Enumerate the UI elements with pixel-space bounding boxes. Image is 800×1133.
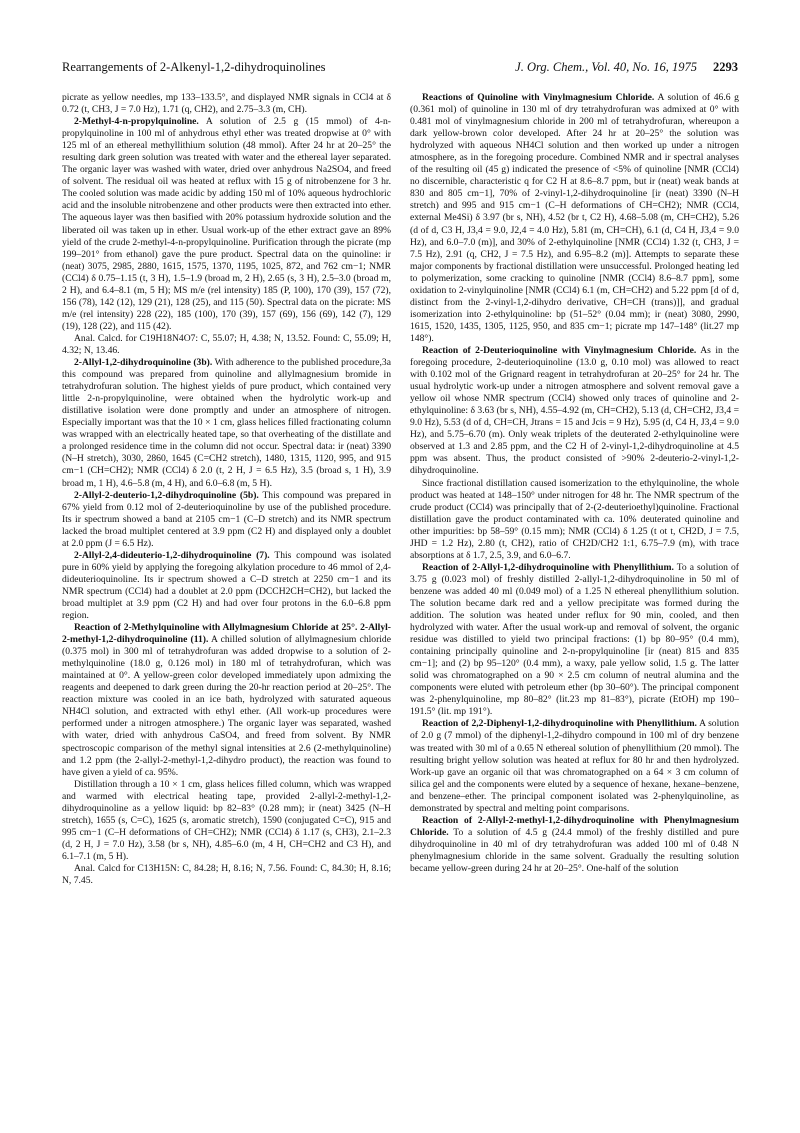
- paragraph-text: A solution of 2.0 g (7 mmol) of the diphenyl-1,2-dihydro compound in 100 ml of dry benzene was treated with 30 ml of a 0.65 N ethereal solution of phenyllithium (20 mmol). The resulting bright yellow solution was heated at reflux for 80 hr and then hydrolyzed. Work-up gave an organic oil that was chromatographed on a 64 × 3 cm column of silica gel and the components were eluted by a sequence of hexane, hexane–benzene, and benzene–ether. The principal component isolated was 2-phenylquinoline, as demonstrated by spectral and melting point comparisons.: [410, 718, 739, 814]
- paragraph-text: A solution of 2.5 g (15 mmol) of 4-n-propylquinoline in 100 ml of anhydrous ethyl ether was treated dropwise at 0° with 125 ml of an ethereal methyllithium solution (48 mmol). After 24 hr at 20–25° the resulting dark green solution was treated with water and the ethereal layer separated. The organic layer was washed with water, dried over anhydrous Na2SO4, and freed of solvent. The residual oil was heated at reflux with 15 g of nitrobenzene for 3 hr. The cooled solution was made acidic by adding 150 ml of 10% aqueous hydrochloric acid and the insoluble nitrobenzene and other products were then extracted into ether. The aqueous layer was then basified with 20% potassium hydroxide solution and the liberated oil was taken up in ether. Usual work-up of the ether extract gave an 89% yield of the crude 2-methyl-4-n-propylquinoline. Purification through the picrate (mp 199–201° from ethanol) gave the pure product. Spectral data on the quinoline: ir (neat) 3075, 2985, 2880, 1615, 1575, 1370, 1195, 1025, 872, and 762 cm−1; NMR (CCl4) δ 0.75–1.15 (t, 3 H), 1.5–1.9 (broad m, 2 H), 2.65 (s, 3 H), 2.5–3.0 (broad m, 2 H), and 6.4–8.1 (m, 5 H); MS m/e (rel intensity) 185 (P, 100), 170 (39), 157 (72), 156 (78), 142 (12), 129 (21), 128 (25), and 115 (50). Spectral data on the picrate: MS m/e (rel intensity) 228 (22), 185 (100), 170 (39), 157 (69), 156 (69), 142 (7), 129 (19), 128 (22), and 115 (42).: [62, 116, 391, 332]
- paragraph-text: Since fractional distillation caused isomerization to the ethylquinoline, the whole product was heated at 148–150° under nitrogen for 48 hr. The NMR spectrum of the crude product (CCl4) was principally that of 2-(2-deuterioethyl)quinoline. Fractional distillation gave the product contaminated with ca. 10% deuterated quinoline and other impurities: bp 58–59° (0.15 mm); NMR (CCl4) δ 1.25 (t ot t, CH2D, J = 7.5, JHD = 1.2 Hz), 2.80 (t, CH2), ratio of CH2D/CH2 1:1, 6.75–7.9 (m), with trace absorptions at δ 1.7, 2.5, 3.9, and 6.0–6.7.: [410, 477, 739, 561]
- paragraph-text: With adherence to the published procedure,3a this compound was prepared from quinoline and allylmagnesium bromide in tetrahydrofuran solution. The highest yields of pure product, which contained very little 2-n-propylquinoline, were obtained when the hydrolytic work-up and distillative isolation were done promptly and under an atmosphere of nitrogen. Especially important was that the 10 × 1 cm, glass helices filled fractionating column was wrapped with an electrically heated tape, so that overheating of the distillate and a prolonged residence time in the column did not occur. Spectral data: ir (neat) 3390 (N–H stretch), 3030, 2860, 1645 (C=CH2 stretch), 1480, 1315, 1120, 995, and 915 cm−1 (CH=CH2); NMR (CCl4) δ 2.0 (t, 2 H, J = 6.5 Hz), 3.5 (broad s, 1 H), 3.9 broad m, 1 H), 4.6–5.8 (m, 4 H), and 6.0–6.8 (m, 5 H).: [62, 357, 391, 489]
- paragraph: [62, 357, 391, 490]
- paragraph-heading: 2-Allyl-2-deuterio-1,2-dihydroquinoline (5b).: [74, 489, 259, 501]
- journal-citation: J. Org. Chem., Vol. 40, No. 16, 1975: [515, 60, 697, 74]
- paragraph-text: This compound was prepared in 67% yield from 0.12 mol of 2-deuterioquinoline by use of the published procedure. Its ir spectrum showed a band at 2105 cm−1 (C–D stretch) and its NMR spectrum lacked the broad multiplet centered at 3.9 ppm (C2 H) and displayed only a doublet at 2.0 ppm (J = 6.5 Hz).: [62, 489, 391, 549]
- right-column: [410, 92, 739, 1112]
- page-header: [62, 60, 738, 80]
- paragraph: [62, 622, 391, 779]
- paragraph: [410, 478, 739, 562]
- paragraph-text: A solution of 46.6 g (0.361 mol) of quinoline in 130 ml of dry tetrahydrofuran was admixed at 0° with 0.481 mol of vinylmagnesium chloride in 200 ml of tetrahydrofuran, whereupon a dark yellow-brown color developed. After 24 hr at 20–25° the solution was hydrolyzed with aqueous NH4Cl solution and then worked up under a nitrogen atmosphere, as in the foregoing procedure. Combined NMR and ir spectral analyses of the resulting oil (45 g) indicated the presence of <5% of quinoline [NMR (CCl4) no discernible, characteristic q for C2 H at 8.6–8.7 ppm, but ir (neat) weak bands at 830 and 805 cm−1], 70% of 2-vinyl-1,2-dihydroquinoline [ir (neat) 3390 (N–H stretch) and 995 and 915 cm−1 (C–H deformations of CH=CH2); NMR (CCl4, external Me4Si) δ 3.97 (br s, NH), 4.52 (br t, C2 H), 4.68–5.08 (m, CH=CH2), 5.26 (d of d, C3 H, J3,4 = 9.0, J2,4 = 4.0 Hz), 5.81 (m, CH=CH), 6.1 (d, C4 H, J3,4 = 9.0 Hz), and 6.0–7.0 (m)], and 30% of 2-ethylquinoline [NMR (CCl4) 1.32 (t, CH3, J = 7.5 Hz), 2.91 (q, CH2, J = 7.5 Hz), and 6.95–8.2 (m)]. Attempts to separate these major components by fractional distillation were unsuccessful. Prolonged heating led to polymerization, some cracking to quinoline [NMR (CCl4) 8.6–8.7 ppm], some oxidation to 2-vinylquinoline [NMR (CCl4) 6.1 (m, CH=CH2) and 5.22 ppm [d of d, distinct from the 2-vinyl-1,2-dihydro derivative, CH=CH (trans)]], and gradual isomerization into 2-ethylquinoline: bp (51–52° (0.04 mm); ir (neat) 3080, 2990, 1615, 1520, 1435, 1305, 1125, 950, and 835 cm−1; picrate mp 147–148° (lit.27 mp 148°).: [410, 92, 739, 344]
- paragraph-text: To a solution of 3.75 g (0.023 mol) of freshly distilled 2-allyl-1,2-dihydroquinoline in 50 ml of benzene was added 40 ml (0.049 mol) of a 1.25 N ethereal phenyllithium solution. The solution became dark red and a yellow precipitate was formed during the addition. The solution was heated under reflux for 90 min, cooled, and then hydrolyzed with water. After the usual work-up and removal of solvent, the organic residue was distilled to yield two principal fractions: (1) bp 80–95° (0.4 mm), containing principally quinoline and 2-n-propylquinoline [ir (neat) 815 and 835 cm−1]; and (2) bp 95–120° (0.4 mm), a waxy, pale yellow solid, 1.5 g. The latter solid was chromatographed on a 90 × 2.5 cm column of neutral alumina and the components were eluted with petroleum ether (bp 30–60°). The principal component was 2-phenylquinoline, mp 80–82° (lit.23 mp 81–83°), picrate (EtOH) mp 190–191.5° (lit. mp 191°).: [410, 561, 739, 718]
- paragraph: [410, 345, 739, 478]
- paragraph-heading: 2-Allyl-2,4-dideuterio-1,2-dihydroquinoline (7).: [74, 549, 270, 561]
- journal-citation-block: [515, 60, 738, 75]
- paragraph-heading: Reaction of 2-Allyl-1,2-dihydroquinoline with Phenyllithium.: [422, 561, 674, 573]
- paragraph: [62, 490, 391, 550]
- paragraph-text: picrate as yellow needles, mp 133–133.5°, and displayed NMR signals in CCl4 at δ 0.72 (t, CH3, J = 7.0 Hz), 1.71 (q, CH2), and 2.75–3.3 (m, CH).: [62, 92, 391, 116]
- left-column: [62, 92, 391, 1112]
- paragraph-heading: Reactions of Quinoline with Vinylmagnesium Chloride.: [422, 92, 655, 103]
- paragraph: [410, 562, 739, 719]
- paragraph-heading: Reaction of 2-Allyl-2-methyl-1,2-dihydroquinoline with Phenylmagnesium Chloride.: [410, 814, 739, 838]
- paragraph-heading: Reaction of 2-Methylquinoline with Allylmagnesium Chloride at 25°. 2-Allyl-2-methyl-1,2-dihydroquinoline (11).: [62, 622, 391, 646]
- paragraph-text: To a solution of 4.5 g (24.4 mmol) of the freshly distilled and pure dihydroquinoline in 40 ml of dry tetrahydrofuran was added 100 ml of 0.48 N phenylmagnesium chloride in the same solvent. Gradually the resulting solution became yellow-green during 24 hr at 20–25°. One-half of the solution: [410, 826, 739, 874]
- running-title: Rearrangements of 2-Alkenyl-1,2-dihydroquinolines: [62, 60, 326, 74]
- paragraph: [62, 116, 391, 333]
- paragraph: [410, 815, 739, 875]
- paragraph: [62, 92, 391, 116]
- paragraph: [62, 550, 391, 622]
- paragraph: [410, 92, 739, 345]
- paragraph-heading: Reaction of 2-Deuterioquinoline with Vinylmagnesium Chloride.: [422, 344, 697, 356]
- paragraph-heading: 2-Allyl-1,2-dihydroquinoline (3b).: [74, 357, 213, 369]
- paragraph: [62, 333, 391, 357]
- paragraph: [62, 779, 391, 863]
- paragraph-text: Anal. Calcd for C13H15N: C, 84.28; H, 8.16; N, 7.56. Found: C, 84.30; H, 8.16; N, 7.45.: [62, 863, 391, 887]
- paragraph: [410, 718, 739, 814]
- paragraph-text: Anal. Calcd. for C19H18N4O7: C, 55.07; H, 4.38; N, 13.52. Found: C, 55.09; H, 4.32; N, 13.46.: [62, 332, 391, 356]
- paragraph: [62, 863, 391, 887]
- paragraph-text: This compound was isolated pure in 60% yield by applying the foregoing alkylation procedure to 46 mmol of 2,4-dideuterioquinoline. Its ir spectrum showed a C–D stretch at 2250 cm−1 and its NMR spectrum (CCl4) had a doublet at 2.0 ppm (DCCH2CH=CH2), but lacked the broad multiplet at 3.9 ppm (C2 H) and had over four protons in the 6.0–6.8 ppm region.: [62, 549, 391, 622]
- paragraph-text: As in the foregoing procedure, 2-deuterioquinoline (13.0 g, 0.10 mol) was allowed to react with 0.102 mol of the Grignard reagent in tetrahydrofuran at 20–25° for 24 hr. The usual hydrolytic work-up under a nitrogen atmosphere and solvent removal gave a yellow oil whose NMR spectrum (CCl4) showed only traces of quinoline and 2-ethylquinoline: δ 3.63 (br s, NH), 4.55–4.92 (m, CH=CH2), 5.13 (d, CH=CH2, J3,4 = 9.0 Hz), 5.53 (d of d, CH=CH, Jtrans = 15 and Jcis = 9 Hz), 5.95 (d, C4 H, J3,4 = 9.0 Hz), and 5.75–6.70 (m). Only weak triplets of the deuterated 2-ethylquinoline were observed at 1.3 and 2.85 ppm, and the C2 H of 2-vinyl-1,2-dihydroquinoline at 4.5 ppm was absent. Thus, the product consisted of >90% 2-deuterio-2-vinyl-1,2-dihydroquinoline.: [410, 344, 739, 477]
- paragraph-heading: Reaction of 2,2-Diphenyl-1,2-dihydroquinoline with Phenyllithium.: [422, 718, 697, 730]
- paragraph-heading: 2-Methyl-4-n-propylquinoline.: [74, 116, 199, 128]
- paragraph-text: Distillation through a 10 × 1 cm, glass helices filled column, which was wrapped and warmed with electrical heating tape, provided 2-allyl-2-methyl-1,2-dihydroquinoline as a yellow liquid: bp 82–83° (0.28 mm); ir (neat) 3425 (N–H stretch), 1655 (s, C=C), 1625 (s, aromatic stretch), 1590 (conjugated C=C), 915 and 995 cm−1 (C–H deformations of CH=CH2); NMR (CCl4) δ 1.17 (s, CH3), 2.1–2.3 (d, 2 H, J = 7.0 Hz), 3.58 (br s, NH), 4.85–6.0 (m, 4 H, CH=CH2 and C3 H), and 6.1–7.1 (m, 5 H).: [62, 778, 391, 862]
- page-number: 2293: [713, 60, 738, 74]
- paragraph-text: A chilled solution of allylmagnesium chloride (0.375 mol) in 300 ml of tetrahydrofuran was added dropwise to a solution of 2-methylquinoline (18.0 g, 0.126 mol) in 180 ml of tetrahydrofuran, which was maintained at 0°. A yellow-green color developed immediately upon admixing the reagents and deepened to dark green during the 20-hr reaction period at 20–25°. The reaction mixture was cooled in an ice bath, hydrolyzed with saturated aqueous NH4Cl solution, and extracted with ethyl ether. (All work-up procedures were performed under a nitrogen atmosphere.) The organic layer was separated, washed with water, dried with anhydrous CaSO4, and freed from solvent. By NMR spectroscopic comparison of the methyl signal intensities at 2.6 (2-methylquinoline) and 1.2 ppm (the 2-allyl-2-methyl-1,2-dihydro product), the reaction was found to have given a yield of ca. 95%.: [62, 634, 391, 778]
